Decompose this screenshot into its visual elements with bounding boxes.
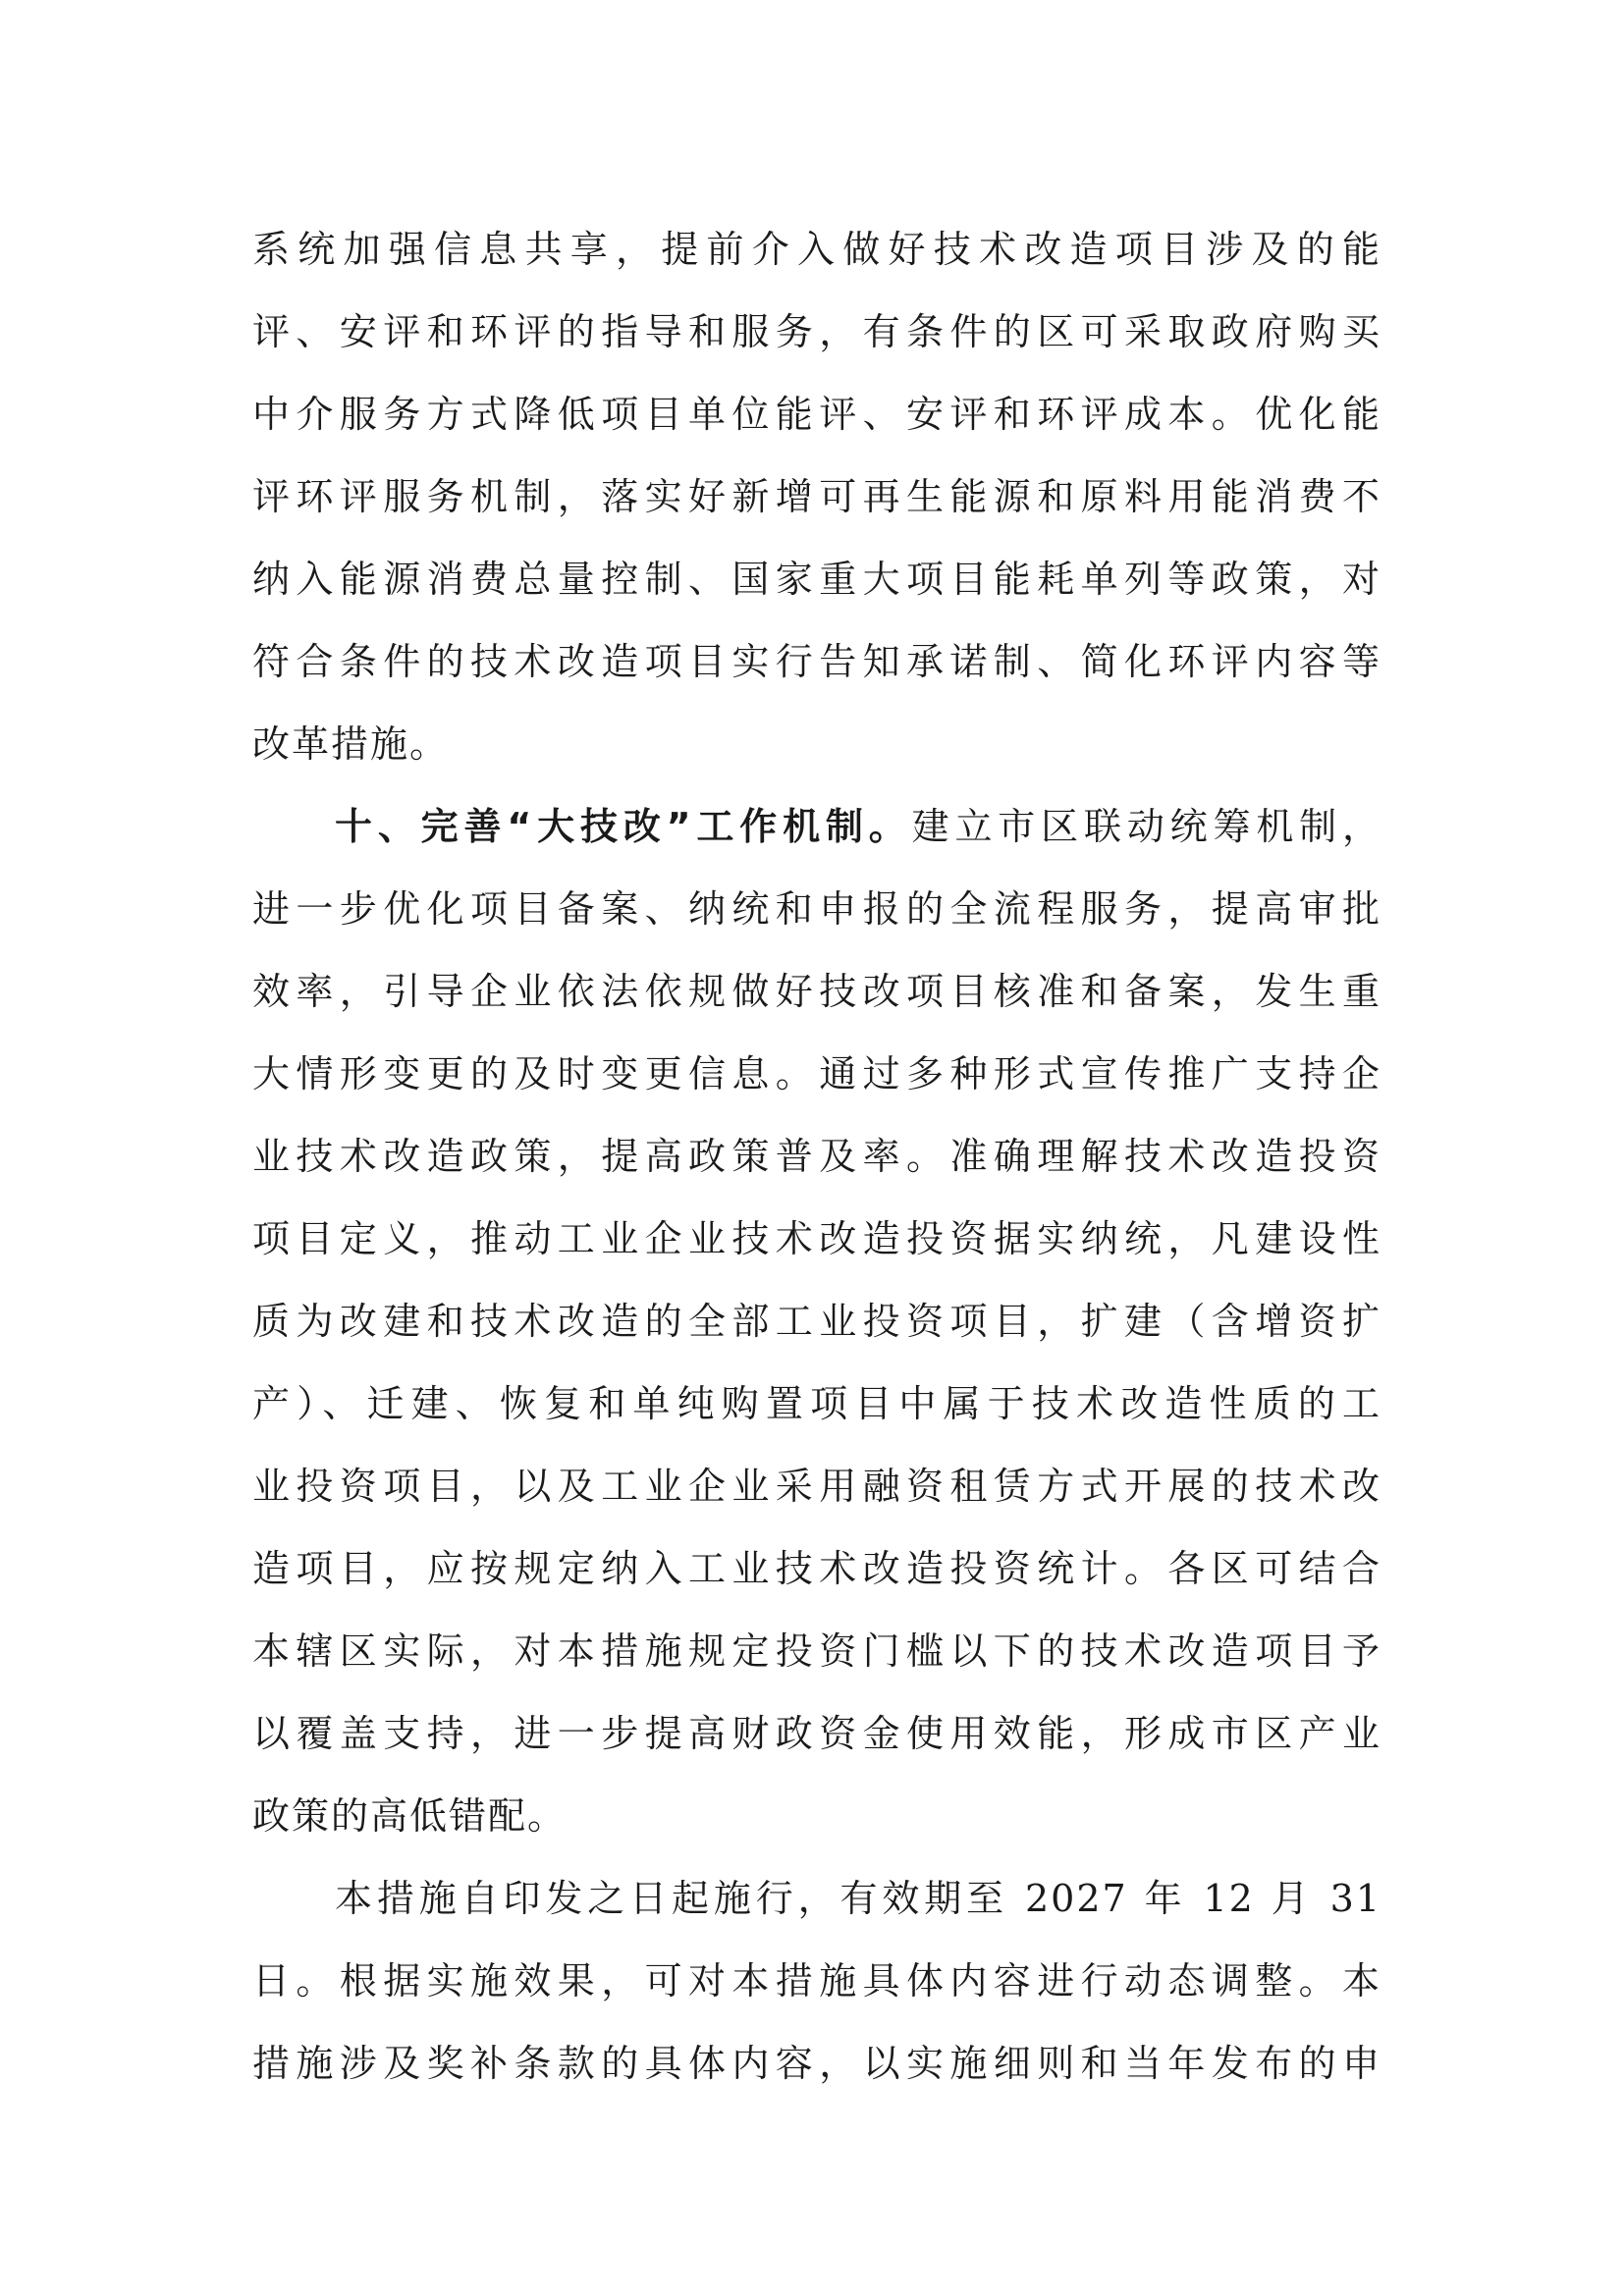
paragraph-line: 日。根据实施效果，可对本措施具体内容进行动态调整。本 [252, 1959, 1381, 2002]
section-10-heading: 十、完善“大技改”工作机制。 [335, 805, 912, 848]
paragraph-line: 质为改建和技术改造的全部工业投资项目，扩建（含增资扩 [252, 1300, 1381, 1343]
paragraph-line: 政策的高低错配。 [252, 1794, 568, 1838]
paragraph-line: 项目定义，推动工业企业技术改造投资据实纳统，凡建设性 [252, 1217, 1381, 1260]
paragraph-line: 产）、迁建、恢复和单纯购置项目中属于技术改造性质的工 [252, 1382, 1381, 1425]
paragraph-line: 大情形变更的及时变更信息。通过多种形式宣传推广支持企 [252, 1052, 1381, 1095]
paragraph-line: 本辖区实际，对本措施规定投资门槛以下的技术改造项目予 [252, 1629, 1381, 1673]
paragraph-line: 进一步优化项目备案、纳统和申报的全流程服务，提高审批 [252, 887, 1381, 931]
paragraph-line: 措施涉及奖补条款的具体内容，以实施细则和当年发布的申 [252, 2042, 1381, 2085]
paragraph-line: 中介服务方式降低项目单位能评、安评和环评成本。优化能 [252, 393, 1381, 436]
paragraph-line: 造项目，应按规定纳入工业技术改造投资统计。各区可结合 [252, 1547, 1381, 1590]
paragraph-line: 符合条件的技术改造项目实行告知承诺制、简化环评内容等 [252, 640, 1381, 683]
paragraph-line: 业技术改造政策，提高政策普及率。准确理解技术改造投资 [252, 1135, 1381, 1178]
paragraph-line: 改革措施。 [252, 722, 450, 766]
section-10-first-line [335, 785, 1381, 868]
paragraph-line: 评、安评和环评的指导和服务，有条件的区可采取政府购买 [252, 310, 1381, 353]
paragraph-line: 本措施自印发之日起施行，有效期至 2027 年 12 月 31 [335, 1877, 1381, 1920]
paragraph-line: 系统加强信息共享，提前介入做好技术改造项目涉及的能 [252, 228, 1381, 271]
paragraph-line: 纳入能源消费总量控制、国家重大项目能耗单列等政策，对 [252, 558, 1381, 601]
paragraph-line: 评环评服务机制，落实好新增可再生能源和原料用能消费不 [252, 475, 1381, 518]
paragraph-line: 效率，引导企业依法依规做好技改项目核准和备案，发生重 [252, 970, 1381, 1013]
paragraph-line: 业投资项目，以及工业企业采用融资租赁方式开展的技术改 [252, 1465, 1381, 1508]
paragraph-line: 以覆盖支持，进一步提高财政资金使用效能，形成市区产业 [252, 1712, 1381, 1755]
section-10-first-line-text: 建立市区联动统筹机制， [911, 805, 1381, 848]
